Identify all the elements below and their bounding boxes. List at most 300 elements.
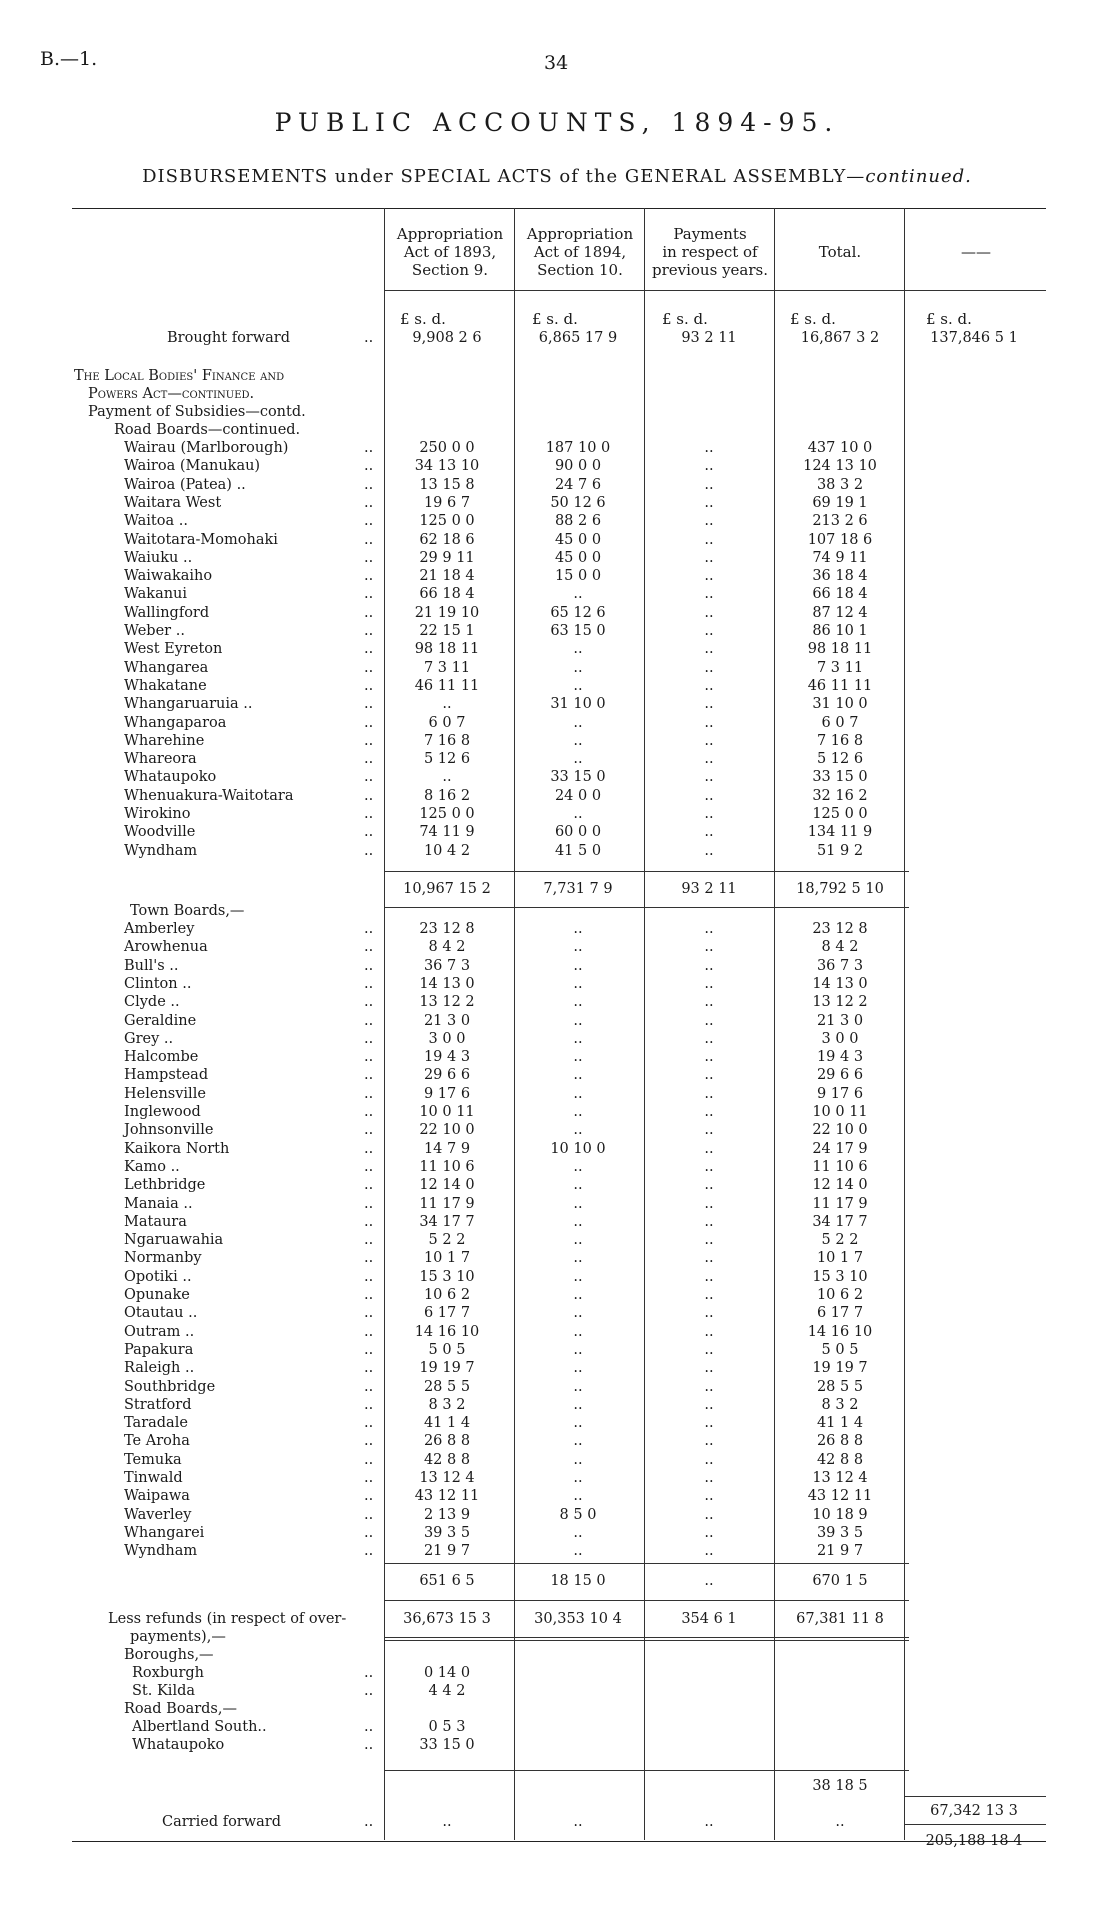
cell-1893: 39 3 5 bbox=[423, 1524, 471, 1541]
table-row bbox=[72, 1249, 1046, 1267]
cell-1894: .. bbox=[573, 641, 583, 658]
cell-1894: .. bbox=[573, 1104, 583, 1120]
cell-1893: 2 13 9 bbox=[423, 1506, 471, 1523]
cell-1894: .. bbox=[573, 1250, 583, 1267]
cell-previous: .. bbox=[704, 994, 714, 1011]
leader-dots: .. bbox=[364, 494, 374, 511]
row-label: Wairau (Marlborough) bbox=[124, 440, 289, 456]
table-row bbox=[72, 1682, 1046, 1700]
table-row bbox=[72, 920, 1046, 938]
table-row bbox=[72, 457, 1046, 475]
table-row bbox=[72, 549, 1046, 567]
cell-total: 36 7 3 bbox=[816, 957, 864, 974]
table-row bbox=[72, 842, 1046, 860]
cell-1893: 36,673 15 3 bbox=[403, 1611, 491, 1627]
cell-total: 14 16 10 bbox=[807, 1323, 873, 1340]
cell-total: 437 10 0 bbox=[807, 440, 873, 456]
cell-previous: .. bbox=[704, 494, 714, 511]
cell-1894: .. bbox=[573, 1360, 583, 1377]
cell-previous: .. bbox=[704, 623, 714, 639]
leader-dots: .. bbox=[364, 1323, 374, 1340]
leader-dots: .. bbox=[364, 1268, 374, 1285]
cell-previous: .. bbox=[704, 751, 714, 768]
cell-1894: .. bbox=[573, 1195, 583, 1212]
cell-previous: .. bbox=[704, 1158, 714, 1175]
cell-previous: .. bbox=[704, 1396, 714, 1413]
row-label: St. Kilda bbox=[132, 1683, 196, 1699]
cell-1894: .. bbox=[573, 1012, 583, 1029]
cell-1893: 6 17 7 bbox=[423, 1305, 471, 1322]
row-label: Whangaruaruia .. bbox=[124, 696, 253, 713]
cell-total: 41 1 4 bbox=[816, 1415, 864, 1432]
cell-1894: .. bbox=[573, 1396, 583, 1413]
cell-1893: 21 18 4 bbox=[419, 568, 475, 585]
cell-total: 125 0 0 bbox=[812, 806, 868, 822]
cell-previous: .. bbox=[704, 1250, 714, 1267]
row-label: Wairoa (Patea) .. bbox=[124, 476, 246, 493]
table-row bbox=[72, 1378, 1046, 1396]
page-title: PUBLIC ACCOUNTS, 1894-95. bbox=[274, 108, 840, 137]
cell-total: 23 12 8 bbox=[812, 921, 868, 937]
subtitle-main: DISBURSEMENTS under SPECIAL ACTS of the GENERAL ASSEMBLY— bbox=[142, 166, 866, 187]
cell-previous: .. bbox=[704, 1085, 714, 1102]
leader-dots: .. bbox=[364, 751, 374, 768]
cell-total: 19 19 7 bbox=[812, 1360, 868, 1377]
cell-1894: .. bbox=[573, 1030, 583, 1047]
row-label: Carried forward bbox=[162, 1814, 282, 1830]
row-label: Whangaparoa bbox=[124, 714, 227, 731]
cell-1894: .. bbox=[573, 939, 583, 956]
row-label: Stratford bbox=[124, 1396, 192, 1413]
row-label: Southbridge bbox=[124, 1378, 216, 1395]
cell-total: 26 8 8 bbox=[816, 1433, 864, 1450]
cell-1893: 0 5 3 bbox=[428, 1719, 466, 1735]
table-row bbox=[72, 1195, 1046, 1213]
table-row bbox=[72, 1506, 1046, 1524]
leader-dots: .. bbox=[364, 732, 374, 749]
row-label: Weber .. bbox=[124, 623, 185, 639]
cell-1894: 45 0 0 bbox=[554, 531, 602, 548]
cell-total: 10 1 7 bbox=[816, 1250, 864, 1267]
leader-dots: .. bbox=[364, 549, 374, 566]
cell-1893: 46 11 11 bbox=[414, 677, 480, 694]
act-heading-line2: Powers Act—continued. bbox=[88, 386, 255, 402]
cell-1894: .. bbox=[573, 1287, 583, 1303]
row-label: Mataura bbox=[124, 1213, 187, 1230]
leader-dots: .. bbox=[364, 696, 374, 713]
cell-1894: .. bbox=[573, 659, 583, 676]
table-row bbox=[72, 1066, 1046, 1084]
cell-total: 87 12 4 bbox=[812, 604, 868, 621]
table-row bbox=[72, 1030, 1046, 1048]
cell-1893: 13 15 8 bbox=[419, 476, 475, 493]
cell-1893: 9,908 2 6 bbox=[412, 330, 482, 346]
leader-dots: .. bbox=[364, 330, 374, 346]
cell-previous: .. bbox=[704, 531, 714, 548]
row-label: Waiwakaiho bbox=[124, 568, 213, 585]
cell-total: 22 10 0 bbox=[812, 1122, 868, 1139]
row-label: Wharehine bbox=[124, 732, 205, 749]
cell-total: 43 12 11 bbox=[807, 1488, 873, 1505]
table-row bbox=[72, 1396, 1046, 1414]
row-label: Whataupoko bbox=[132, 1737, 225, 1753]
cell-1893: 23 12 8 bbox=[419, 921, 475, 937]
cell-1894: .. bbox=[573, 677, 583, 694]
leader-dots: .. bbox=[364, 824, 374, 841]
cell-1894: .. bbox=[573, 1085, 583, 1102]
cell-1893: 28 5 5 bbox=[423, 1378, 471, 1395]
cell-1894: .. bbox=[573, 1415, 583, 1432]
row-label: Lethbridge bbox=[124, 1177, 206, 1194]
refunds-total-row bbox=[72, 1777, 1046, 1795]
row-label: Wyndham bbox=[124, 1543, 198, 1560]
leader-dots: .. bbox=[364, 1250, 374, 1267]
cell-total: 67,381 11 8 bbox=[796, 1611, 884, 1627]
cell-previous: .. bbox=[704, 568, 714, 585]
cell-1893: 19 4 3 bbox=[423, 1049, 471, 1066]
table-row bbox=[72, 567, 1046, 585]
cell-total: 5 12 6 bbox=[816, 751, 864, 768]
leader-dots: .. bbox=[364, 1433, 374, 1450]
cell-previous: .. bbox=[704, 1506, 714, 1523]
cell-1893: .. bbox=[442, 696, 452, 713]
cell-1893: 9 17 6 bbox=[423, 1085, 471, 1102]
leader-dots: .. bbox=[364, 806, 374, 822]
row-label: Waiuku .. bbox=[124, 549, 193, 566]
leader-dots: .. bbox=[364, 1506, 374, 1523]
row-label: Wirokino bbox=[124, 806, 191, 822]
cell-1893: 10 0 11 bbox=[419, 1104, 475, 1120]
row-label: Kamo .. bbox=[124, 1158, 180, 1175]
table-row bbox=[72, 1048, 1046, 1066]
cell-1893: 29 9 11 bbox=[419, 549, 475, 566]
cell-1893: 10 1 7 bbox=[423, 1250, 471, 1267]
cell-total: 13 12 2 bbox=[812, 994, 868, 1011]
cell-1893: 62 18 6 bbox=[419, 531, 475, 548]
row-label: Wakanui bbox=[124, 586, 188, 603]
row-label: Woodville bbox=[124, 824, 196, 841]
cell-1893: 125 0 0 bbox=[419, 806, 475, 822]
table-row bbox=[72, 1158, 1046, 1176]
carried-forward-total-row bbox=[72, 1832, 1046, 1850]
cell-1894: .. bbox=[573, 1451, 583, 1468]
row-label: Whangarei bbox=[124, 1524, 205, 1541]
table-row bbox=[72, 1231, 1046, 1249]
row-label: Clinton .. bbox=[124, 975, 192, 992]
table-row bbox=[72, 1487, 1046, 1505]
leader-dots: .. bbox=[364, 531, 374, 548]
cell-total: 98 18 11 bbox=[807, 641, 873, 658]
column-header-1893: Appropriation Act of 1893, Section 9. bbox=[396, 225, 504, 279]
cell-previous: .. bbox=[704, 732, 714, 749]
cell-previous: .. bbox=[704, 1814, 714, 1830]
cell-previous: .. bbox=[704, 1122, 714, 1139]
cell-previous: .. bbox=[704, 1378, 714, 1395]
table-row bbox=[72, 1469, 1046, 1487]
leader-dots: .. bbox=[364, 1415, 374, 1432]
cell-total: 51 9 2 bbox=[816, 842, 864, 859]
cell-1894: .. bbox=[573, 1524, 583, 1541]
leader-dots: .. bbox=[364, 1665, 374, 1681]
cell-1893: 8 3 2 bbox=[428, 1396, 466, 1413]
cell-total: 10 6 2 bbox=[816, 1287, 864, 1303]
cell-1894: 24 0 0 bbox=[554, 787, 602, 804]
leader-dots: .. bbox=[364, 1396, 374, 1413]
row-label: Temuka bbox=[124, 1451, 182, 1468]
row-label: Johnsonville bbox=[124, 1122, 214, 1139]
row-label: Albertland South.. bbox=[132, 1719, 267, 1735]
cell-1893: 8 4 2 bbox=[428, 939, 466, 956]
cell-total: .. bbox=[835, 1814, 845, 1830]
row-label: Kaikora North bbox=[124, 1140, 230, 1157]
table-row bbox=[72, 1121, 1046, 1139]
cell-total: 9 17 6 bbox=[816, 1085, 864, 1102]
row-label: Whareora bbox=[124, 751, 197, 768]
cell-1894: .. bbox=[573, 1158, 583, 1175]
cell-previous: .. bbox=[704, 677, 714, 694]
cell-previous: .. bbox=[704, 1305, 714, 1322]
brought-forward-row bbox=[72, 329, 1046, 347]
currency-header: £ s. d. bbox=[400, 310, 446, 328]
cell-1894: .. bbox=[573, 994, 583, 1011]
cell-previous: .. bbox=[704, 1470, 714, 1486]
cell-total: 10 18 9 bbox=[812, 1506, 868, 1523]
cell-total: 107 18 6 bbox=[807, 531, 873, 548]
column-header-1894: Appropriation Act of 1894, Section 10. bbox=[526, 225, 634, 279]
cell-1894: 6,865 17 9 bbox=[538, 330, 618, 346]
table-row bbox=[72, 585, 1046, 603]
cell-1894: .. bbox=[573, 1213, 583, 1230]
cell-running-total: 205,188 18 4 bbox=[925, 1833, 1023, 1849]
cell-1894: .. bbox=[573, 975, 583, 992]
cell-previous: .. bbox=[704, 1067, 714, 1084]
leader-dots: .. bbox=[364, 1085, 374, 1102]
cell-1894: .. bbox=[573, 1488, 583, 1505]
cell-previous: .. bbox=[704, 1573, 714, 1589]
leader-dots: .. bbox=[364, 769, 374, 786]
table-row bbox=[72, 1085, 1046, 1103]
cell-1894: 10 10 0 bbox=[550, 1140, 606, 1157]
cell-previous: .. bbox=[704, 939, 714, 956]
cell-total: 31 10 0 bbox=[812, 696, 868, 713]
cell-previous: .. bbox=[704, 769, 714, 786]
leader-dots: .. bbox=[364, 1140, 374, 1157]
cell-1893: 3 0 0 bbox=[428, 1030, 466, 1047]
row-label: Normanby bbox=[124, 1250, 202, 1267]
cell-1893: 19 19 7 bbox=[419, 1360, 475, 1377]
table-row bbox=[72, 1323, 1046, 1341]
cell-previous: .. bbox=[704, 696, 714, 713]
leader-dots: .. bbox=[364, 641, 374, 658]
leader-dots: .. bbox=[364, 677, 374, 694]
cell-1893: 22 15 1 bbox=[419, 623, 475, 639]
carried-forward-row bbox=[72, 1813, 1046, 1831]
cell-previous: .. bbox=[704, 604, 714, 621]
row-label: Brought forward bbox=[167, 330, 291, 346]
row-label: Opotiki .. bbox=[124, 1268, 192, 1285]
cell-previous: .. bbox=[704, 975, 714, 992]
leader-dots: .. bbox=[364, 1378, 374, 1395]
cell-1894: .. bbox=[573, 1814, 583, 1830]
cell-1894: .. bbox=[573, 586, 583, 603]
cell-previous: .. bbox=[704, 440, 714, 456]
row-label: Halcombe bbox=[124, 1049, 199, 1066]
leader-dots: .. bbox=[364, 1213, 374, 1230]
cell-total: 86 10 1 bbox=[812, 623, 868, 639]
net-total-rule bbox=[904, 1796, 1046, 1797]
cell-total: 670 1 5 bbox=[812, 1573, 868, 1589]
cell-previous: .. bbox=[704, 824, 714, 841]
cell-1894: 8 5 0 bbox=[559, 1506, 597, 1523]
table-row bbox=[72, 1304, 1046, 1322]
cell-1893: 74 11 9 bbox=[419, 824, 475, 841]
cell-1893: 22 10 0 bbox=[419, 1122, 475, 1139]
cell-1893: 33 15 0 bbox=[419, 1737, 475, 1753]
table-row bbox=[72, 732, 1046, 750]
subtotal-rule bbox=[384, 1563, 909, 1564]
cell-previous: .. bbox=[704, 1341, 714, 1358]
leader-dots: .. bbox=[364, 1104, 374, 1120]
leader-dots: .. bbox=[364, 604, 374, 621]
leader-dots: .. bbox=[364, 1158, 374, 1175]
leader-dots: .. bbox=[364, 1305, 374, 1322]
leader-dots: .. bbox=[364, 1451, 374, 1468]
leader-dots: .. bbox=[364, 568, 374, 585]
cell-previous: .. bbox=[704, 549, 714, 566]
cell-1894: 33 15 0 bbox=[550, 769, 606, 786]
cell-1894: 88 2 6 bbox=[554, 513, 602, 530]
row-label: Clyde .. bbox=[124, 994, 180, 1011]
leader-dots: .. bbox=[364, 1195, 374, 1212]
subtitle-continued: continued. bbox=[865, 166, 972, 187]
cell-total: 8 4 2 bbox=[821, 939, 859, 956]
row-label: Bull's .. bbox=[124, 957, 179, 974]
cell-previous: .. bbox=[704, 1030, 714, 1047]
cell-1894: 90 0 0 bbox=[554, 458, 602, 475]
cell-1894: .. bbox=[573, 714, 583, 731]
cell-1894: .. bbox=[573, 1341, 583, 1358]
row-label: Helensville bbox=[124, 1085, 206, 1102]
cell-1894: .. bbox=[573, 751, 583, 768]
leader-dots: .. bbox=[364, 458, 374, 475]
cell-previous: .. bbox=[704, 1232, 714, 1249]
cell-total: 42 8 8 bbox=[816, 1451, 864, 1468]
table-row bbox=[72, 1664, 1046, 1682]
table-row bbox=[72, 750, 1046, 768]
cell-previous: .. bbox=[704, 1323, 714, 1340]
cell-previous: .. bbox=[704, 1012, 714, 1029]
leader-dots: .. bbox=[364, 476, 374, 493]
cell-total: 33 15 0 bbox=[812, 769, 868, 786]
cell-previous: .. bbox=[704, 957, 714, 974]
leader-dots: .. bbox=[364, 921, 374, 937]
column-header-total: Total. bbox=[818, 243, 862, 261]
cell-1893: 34 13 10 bbox=[414, 458, 480, 475]
cell-1894: 31 10 0 bbox=[550, 696, 606, 713]
cell-1894: 7,731 7 9 bbox=[543, 881, 613, 897]
cell-previous: .. bbox=[704, 1415, 714, 1432]
cell-1893: 8 16 2 bbox=[423, 787, 471, 804]
cell-1893: 7 3 11 bbox=[423, 659, 471, 676]
cell-1893: 125 0 0 bbox=[419, 513, 475, 530]
cell-total: 11 17 9 bbox=[812, 1195, 868, 1212]
page-number: 34 bbox=[544, 52, 569, 74]
cell-1893: 10,967 15 2 bbox=[403, 881, 491, 897]
cell-previous: 93 2 11 bbox=[681, 330, 737, 346]
cell-1894: 18 15 0 bbox=[550, 1573, 606, 1589]
leader-dots: .. bbox=[364, 1341, 374, 1358]
row-label: Roxburgh bbox=[132, 1665, 204, 1681]
cell-1893: 651 6 5 bbox=[419, 1573, 475, 1589]
leader-dots: .. bbox=[364, 659, 374, 676]
table-row bbox=[72, 1213, 1046, 1231]
row-label: Whangarea bbox=[124, 659, 209, 676]
table-row bbox=[72, 476, 1046, 494]
table-row bbox=[72, 957, 1046, 975]
row-label: Waitara West bbox=[124, 494, 222, 511]
leader-dots: .. bbox=[364, 1737, 374, 1753]
row-label: Wallingford bbox=[124, 604, 210, 621]
cell-previous: .. bbox=[704, 714, 714, 731]
row-label: Grey .. bbox=[124, 1030, 174, 1047]
grand-total-row bbox=[72, 1610, 1046, 1628]
cell-previous: .. bbox=[704, 586, 714, 603]
cell-total: 14 13 0 bbox=[812, 975, 868, 992]
leader-dots: .. bbox=[364, 1719, 374, 1735]
refund-road-boards-heading: Road Boards,— bbox=[124, 1701, 237, 1717]
cell-1893: 14 16 10 bbox=[414, 1323, 480, 1340]
row-label: Raleigh .. bbox=[124, 1360, 195, 1377]
table-row bbox=[72, 1736, 1046, 1754]
cell-total: 18,792 5 10 bbox=[796, 881, 884, 897]
cell-1894: .. bbox=[573, 1122, 583, 1139]
cell-1893: .. bbox=[442, 1814, 452, 1830]
currency-header: £ s. d. bbox=[790, 310, 836, 328]
cell-1893: 14 7 9 bbox=[423, 1140, 471, 1157]
row-label: Otautau .. bbox=[124, 1305, 198, 1322]
page-subtitle bbox=[0, 166, 1114, 187]
leader-dots: .. bbox=[364, 939, 374, 956]
cell-1893: 15 3 10 bbox=[419, 1268, 475, 1285]
table-row bbox=[72, 512, 1046, 530]
cell-1894: .. bbox=[573, 1268, 583, 1285]
cell-total: 21 3 0 bbox=[816, 1012, 864, 1029]
row-label: Wyndham bbox=[124, 842, 198, 859]
cell-total: 24 17 9 bbox=[812, 1140, 868, 1157]
cell-previous: .. bbox=[704, 1213, 714, 1230]
cell-total: 10 0 11 bbox=[812, 1104, 868, 1120]
column-header-blank: —— bbox=[961, 243, 991, 261]
cell-1893: 7 16 8 bbox=[423, 732, 471, 749]
cell-total: 38 3 2 bbox=[816, 476, 864, 493]
cell-previous: .. bbox=[704, 842, 714, 859]
cell-total: 74 9 11 bbox=[812, 549, 868, 566]
cell-1894: .. bbox=[573, 732, 583, 749]
row-label: Opunake bbox=[124, 1287, 190, 1303]
cell-total: 36 18 4 bbox=[812, 568, 868, 585]
cell-total: 21 9 7 bbox=[816, 1543, 864, 1560]
town-boards-total-row bbox=[72, 1572, 1046, 1590]
cell-total: 213 2 6 bbox=[812, 513, 868, 530]
cell-1893: 11 17 9 bbox=[419, 1195, 475, 1212]
cell-1894: .. bbox=[573, 1177, 583, 1194]
cell-previous: .. bbox=[704, 1360, 714, 1377]
row-label: Whataupoko bbox=[124, 769, 217, 786]
leader-dots: .. bbox=[364, 586, 374, 603]
leader-dots: .. bbox=[364, 1543, 374, 1560]
cell-1893: 5 12 6 bbox=[423, 751, 471, 768]
cell-total: 13 12 4 bbox=[812, 1470, 868, 1486]
